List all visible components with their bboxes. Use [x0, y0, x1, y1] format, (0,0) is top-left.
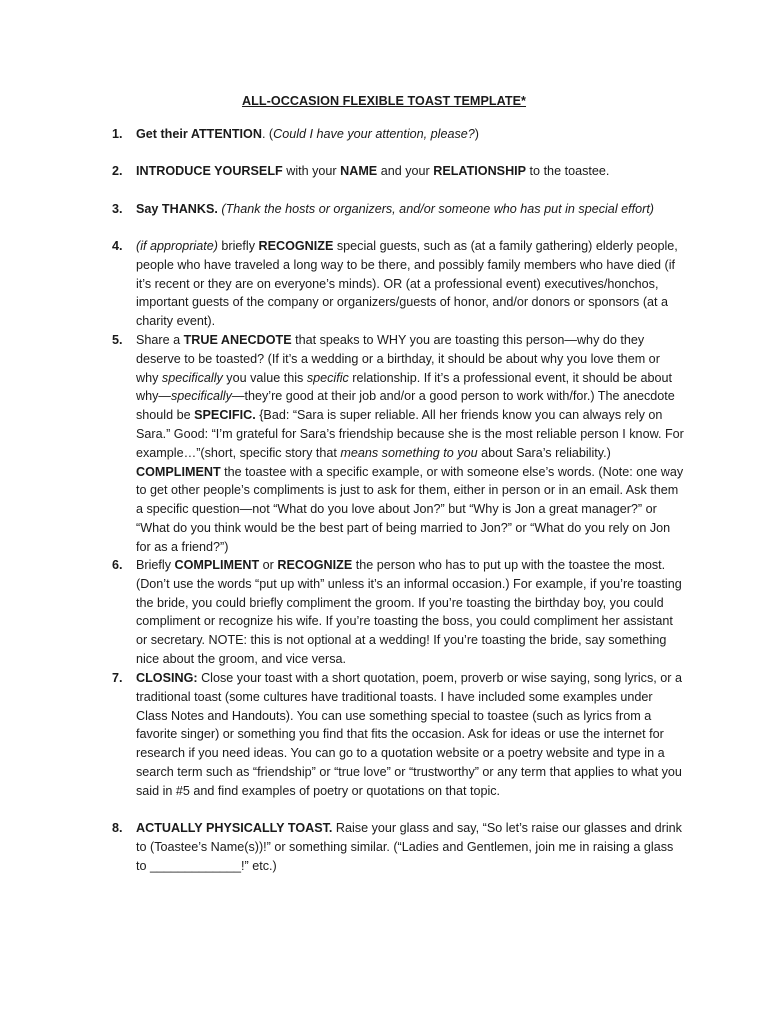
list-item-4 [112, 237, 684, 331]
bold-text: COMPLIMENT [174, 558, 260, 572]
body-text: Share a [136, 333, 184, 347]
item-number: 1. [112, 127, 123, 141]
bold-text: CLOSING: [136, 671, 198, 685]
italic-text: specifically [171, 389, 232, 404]
body-text: Close your toast with a short quotation, poem, proverb or wise saying, song lyrics, or a traditional toast (some cultures have traditional toasts. I have included some examples under Class Notes and Handouts). You can use something special to toastee (such as lyrics from a favorite singer) or something you find that fits the occasion. Ask for ideas or use the internet for research if you need ideas. You can go to a quotation website or a poetry website and type in a search term such as “friendship” or “true love” or “trustworthy” or any term that applies to what you said in #5 and find examples of poetry or quotations on that topic. [136, 671, 682, 798]
item-number: 3. [112, 202, 123, 216]
item-number: 8. [112, 821, 123, 835]
body-text: relationship. If it’s a professional event, it should be about why— [136, 370, 673, 404]
body-text: the person who has to put up with the toastee the most. (Don’t use the words “put up with” unless it’s an informal occasion.) For example, if you’re toasting the bride, you could briefly compliment the groom. If you’re toasting the birthday boy, you could compliment or recognize his wife. If you’re toasting the boss, you could compliment her assistant or secretary. NOTE: this is not optional at a wedding! If you’re toasting the bride, say something nice about the groom, and vice versa. [136, 558, 682, 666]
bold-text: INTRODUCE YOURSELF [136, 164, 283, 178]
item-number: 2. [112, 164, 123, 178]
body-text: —they’re good at their job and/or a good person to work with/for.) The anecdote should be [136, 389, 675, 423]
bold-text: NAME [340, 164, 378, 178]
bold-text: RECOGNIZE [258, 239, 334, 253]
body-text: you value this [222, 370, 307, 385]
body-text: with your [282, 164, 341, 178]
body-text: Briefly [136, 558, 175, 572]
list-item-5 [112, 331, 684, 557]
bold-text: TRUE ANECDOTE [183, 333, 292, 347]
item-number: 4. [112, 239, 123, 253]
body-text: that speaks to WHY you are toasting this person—why do they deserve to be toasted? (If it’s a wedding or a birthday, it should be about why you love them or why [136, 333, 660, 385]
list-item-8 [112, 819, 684, 875]
bold-text: Get their ATTENTION [136, 127, 262, 141]
body-text: Raise your glass and say, “So let’s raise our glasses and drink to (Toastee’s Name(s))!” or something similar. (“Ladies and Gentlemen, join me in raising a glass to _____________!” etc.) [136, 821, 682, 873]
item-number: 7. [112, 671, 123, 685]
italic-text: specifically [161, 370, 223, 385]
italic-text: Could I have your attention, please? [273, 127, 475, 141]
item-number: 5. [112, 333, 123, 347]
body-text: about Sara’s reliability.) [477, 445, 611, 460]
italic-text: (Thank the hosts or organizers, and/or someone who has put in special effort) [221, 202, 655, 216]
bold-text: RELATIONSHIP [433, 164, 527, 178]
body-text: ) [474, 127, 479, 141]
italic-text: (if appropriate) [136, 239, 218, 253]
italic-text: means something to you [340, 445, 478, 460]
item-body [136, 162, 684, 181]
document-title: ALL-OCCASION FLEXIBLE TOAST TEMPLATE* [241, 94, 527, 108]
bold-text: COMPLIMENT [136, 464, 221, 479]
item-body [136, 125, 684, 144]
list-item-2 [112, 162, 684, 181]
body-text: briefly [217, 239, 259, 253]
body-text: and your [377, 164, 434, 178]
bold-text: RECOGNIZE [277, 558, 353, 572]
item-body [136, 556, 684, 669]
bold-text: ACTUALLY PHYSICALLY TOAST. [136, 821, 333, 835]
item-body [136, 669, 684, 801]
item-body [136, 237, 684, 331]
list-item-6 [112, 556, 684, 669]
body-text: to the toastee. [526, 164, 610, 178]
list-item-7 [112, 669, 684, 801]
body-text: the toastee with a specific example, or with someone else’s words. (Note: one way to get other people’s compliments is just to ask for them, either in person or in an email. Ask them a specific question—not “What do you love about Jon?” but “Why is Jon a great manager?” or “What do you think would be the best part of being married to Jon?” or “What do you rely on Jon for as a friend?”) [136, 464, 684, 554]
body-text: {Bad: “Sara is super reliable. All her friends know you can always rely on Sara.” Good: “I’m grateful for Sara’s friendship because she is the most reliable person I know. For example…”(short, specific story that [136, 408, 684, 460]
body-text: or [259, 558, 278, 572]
bold-text: Say THANKS. [136, 202, 218, 216]
body-text: special guests, such as (at a family gathering) elderly people, people who have traveled a long way to be there, and possibly family members who have died (if it’s recent or they are on everyone’s minds). OR (at a professional event) executives/honchos, important guests of the company or organizers/guests of honor, and/or donors or sponsors (at a charity event). [136, 239, 678, 329]
item-number: 6. [112, 558, 123, 572]
item-body [136, 819, 684, 875]
bold-text: SPECIFIC. [194, 408, 256, 423]
italic-text: specific [306, 370, 349, 385]
list-item-3 [112, 200, 684, 219]
item-body [136, 200, 684, 219]
body-text: . ( [261, 127, 274, 141]
list-item-1 [112, 125, 684, 144]
item-body [136, 331, 684, 557]
